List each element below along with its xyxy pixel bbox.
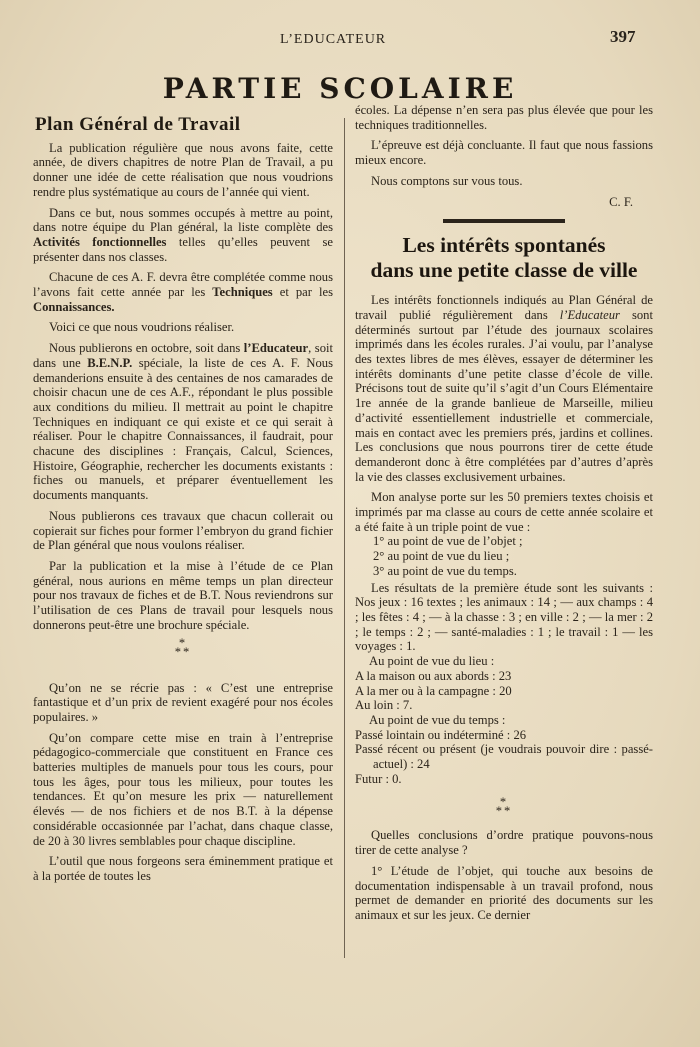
list-item: A la maison ou aux abords : 23	[355, 668, 512, 683]
separator-rule	[443, 219, 565, 223]
paragraph: Nous comptons sur vous tous.	[371, 173, 523, 188]
article-heading-plan: Plan Général de Travail	[35, 114, 241, 135]
subheading: Au point de vue du lieu :	[369, 654, 495, 669]
list-item: A la mer ou à la campagne : 20	[355, 683, 512, 698]
column-divider	[344, 118, 345, 958]
paragraph: Qu’on compare cette mise en train à l’entreprise pédagogico-commerciale que constituent en France ces batteries multiples de manuels pour tous les cours, pour tous les âges, pour tous les milieux, pour toutes les tendances. Et qu’on mesure les prix — naturellement élevés — de nos fichiers et de nos B.T. à la dépense considérable occasionnée par l’achat, dans chaque classe, de 20 à 30 livres semblables pour chaque discipline.	[33, 730, 333, 848]
paragraph: La publication régulière que nous avons faite, cette année, de divers chapitres de notre Plan de Travail, a pu donner une idée de cette réalisation que nous voudrions rendre plus systématique au cours de l’année qui vient.	[33, 140, 333, 199]
paragraph: Dans ce but, nous sommes occupés à mettre au point, dans notre équipe du Plan général, la liste complète des Activités fonctionnelles telles qu’elles peuvent se présenter dans nos classes.	[33, 205, 333, 264]
subheading: Au point de vue du temps :	[369, 712, 506, 727]
list-item: Passé récent ou présent (je voudrais pouvoir dire : passé-actuel) : 24	[355, 742, 653, 772]
asterism-separator: * **	[495, 795, 513, 819]
signature: C. F.	[609, 194, 633, 209]
paragraph: Qu’on ne se récrie pas : « C’est une entreprise fantastique et d’un prix de revient exagéré pour nos écoles populaires. »	[33, 680, 333, 724]
list-item: 1° au point de vue de l’objet ;	[373, 534, 523, 549]
article-heading-interets: Les intérêts spontanés dans une petite classe de ville	[370, 233, 638, 283]
asterism-separator: * **	[174, 635, 192, 659]
list-item: 3° au point de vue du temps.	[373, 563, 517, 578]
list-item: Futur : 0.	[355, 771, 402, 786]
paragraph: 1° L’étude de l’objet, qui touche aux besoins de documentation indispensable à un travail profond, nous permet de demander en priorité des documents sur les animaux et sur les jeux. Ce dernier	[355, 863, 653, 922]
paragraph: écoles. La dépense n’en sera pas plus élevée que pour les techniques traditionnelles.	[355, 103, 653, 132]
list-item: Passé lointain ou indéterminé : 26	[355, 727, 527, 742]
section-title: PARTIE SCOLAIRE	[162, 72, 518, 105]
paragraph: Les résultats de la première étude sont les suivants : Nos jeux : 16 textes ; les animaux : 14 ; — aux champs : 4 ; les fêtes : 4 ; — à la chasse : 3 ; en ville : 2 ; — la mer : 2 ; le temps : 2 ; — santé-maladies : 1 ; le travail : 1 — les voyages : 1.	[355, 580, 653, 654]
paragraph: Mon analyse porte sur les 50 premiers textes choisis et imprimés par ma classe au cours de cette année scolaire et a été faite à un triple point de vue :	[355, 490, 653, 534]
paragraph: Nous publierons ces travaux que chacun collerait ou copierait sur fiches pour former l’embryon du grand fichier de Plan général que nous voulons réaliser.	[33, 508, 333, 553]
paragraph: Les intérêts fonctionnels indiqués au Plan Général de travail publié régulièrement dans l’Educateur sont déterminés surtout par l’étude des journaux scolaires imprimés dans les écoles rurales. J’ai voulu, par l’analyse des textes libres de mes élèves, essayer de déterminer les intérêts dominants d’une petite classe d’école de ville. Précisons tout de suite qu’il s’agit d’un Cours Elémentaire 1re année de la grande banlieue de Marseille, milieu d’activité essentiellement industrielle et commerciale, mais en contact avec les premiers prés, jardins et collines. Les conclusions que nous pourrons tirer de cette étude demanderont donc à être complétées par d’autres d’après la vie des classes exclusivement urbaines.	[355, 293, 653, 484]
running-header	[0, 27, 700, 54]
paragraph: L’épreuve est déjà concluante. Il faut que nous fassions mieux encore.	[355, 138, 653, 168]
paragraph: Nous publierons en octobre, soit dans l’Educateur, soit dans une B.E.N.P. spéciale, la liste de ces A. F. Nous demanderions ensuite à des centaines de nos camarades de choisir chacun une de ces A.F., répondant le plus possible aux conditions du milieu. Il mettrait au point le chapitre Techniques en indiquant ce qui existe et ce qui serait à réaliser. Pour le chapitre Connaissances, il faudrait, pour chacune des disciplines : Français, Calcul, Sciences, Histoire, Géographie, rechercher les documents existants : fiches ou manuels, et préparer éventuellement les documents manquants.	[33, 341, 333, 503]
paragraph: Quelles conclusions d’ordre pratique pouvons-nous tirer de cette analyse ?	[355, 828, 653, 858]
right-column	[355, 103, 653, 929]
paragraph: L’outil que nous forgeons sera éminemment pratique et à la portée de toutes les	[33, 854, 333, 883]
paragraph: Voici ce que nous voudrions réaliser.	[49, 320, 235, 335]
page-number: 397	[610, 27, 636, 46]
paragraph: Chacune de ces A. F. devra être complétée comme nous l’avons fait cette année par les Techniques et par les Connaissances.	[33, 270, 333, 314]
paragraph: Par la publication et la mise à l’étude de ce Plan général, nous aurions en même temps un plan directeur pour nos travaux de fiches et de B.T. Nous reviendrons sur l’utilisation de ces Plans de travail pour lesquels nous donnerons peut-être une brochure spéciale.	[33, 558, 333, 632]
left-column	[33, 116, 333, 890]
journal-title: L’EDUCATEUR	[280, 32, 387, 47]
list-item: Au loin : 7.	[355, 698, 413, 713]
list-item: 2° au point de vue du lieu ;	[373, 549, 510, 564]
